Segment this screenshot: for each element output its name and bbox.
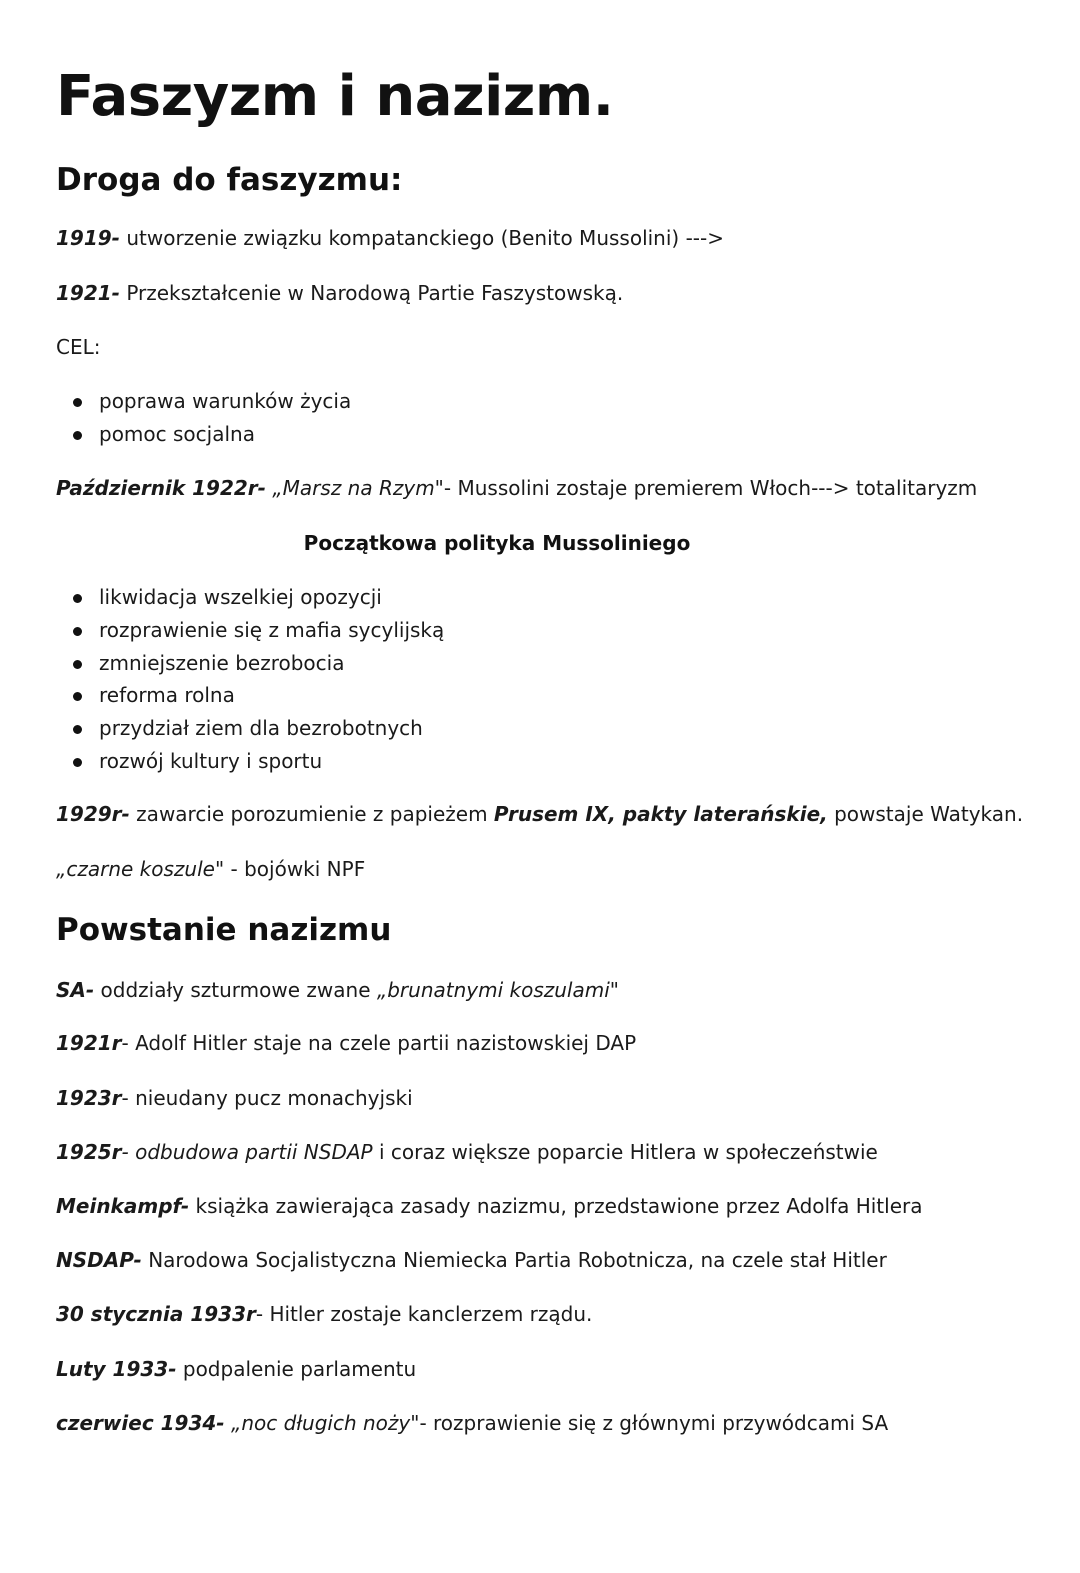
line-1934: [56, 1409, 888, 1437]
italic-black-shirts: „czarne koszule": [56, 857, 225, 881]
line-1922: [56, 474, 977, 502]
date-1934: czerwiec 1934-: [56, 1411, 225, 1435]
line-1933-january: [56, 1300, 592, 1328]
date-1922: Październik 1922r-: [56, 476, 266, 500]
text-meinkampf: książka zawierająca zasady nazizmu, przedstawione przez Adolfa Hitlera: [189, 1194, 923, 1218]
line-1929: [56, 800, 1023, 828]
term-meinkampf: Meinkampf-: [56, 1194, 190, 1218]
text-black-shirts: - bojówki NPF: [224, 857, 366, 881]
text-1921: Przekształcenie w Narodową Partie Faszystowską.: [119, 281, 624, 305]
date-1929: 1929r-: [56, 802, 130, 826]
bold-1929: Prusem IX, pakty laterańskie,: [493, 802, 828, 826]
list-item: pomoc socjalna: [56, 418, 351, 451]
bullet-icon: [73, 660, 82, 669]
text-1933-february: podpalenie parlamentu: [176, 1357, 417, 1381]
date-1921r: 1921r: [56, 1031, 122, 1055]
section-heading-nazism: Powstanie nazizmu: [56, 912, 392, 948]
bullet-icon: [73, 758, 82, 767]
line-1919: [56, 224, 724, 252]
policy-heading: Początkowa polityka Mussoliniego: [303, 531, 691, 555]
text-1933-january: - Hitler zostaje kanclerzem rządu.: [255, 1302, 593, 1326]
bullet-icon: [73, 692, 82, 701]
text-1919: utworzenie związku kompatanckiego (Benito Mussolini) --->: [119, 226, 724, 250]
line-1921r: [56, 1029, 636, 1057]
italic-sa: „brunatnymi koszulami": [376, 978, 619, 1002]
bullet-icon: [73, 431, 82, 440]
cel-label: CEL:: [56, 335, 101, 359]
date-1933-january: 30 stycznia 1933r: [56, 1302, 256, 1326]
line-1933-february: [56, 1355, 416, 1383]
date-1933-february: Luty 1933-: [56, 1357, 177, 1381]
list-item: likwidacja wszelkiej opozycji: [56, 581, 444, 614]
text-1925r: i coraz większe poparcie Hitlera w społeczeństwie: [372, 1140, 878, 1164]
bullet-icon: [73, 398, 82, 407]
text-sa: oddziały szturmowe zwane: [94, 978, 377, 1002]
line-1925r: [56, 1138, 878, 1166]
date-1925r: 1925r: [56, 1140, 122, 1164]
term-nsdap: NSDAP-: [56, 1248, 142, 1272]
line-meinkampf: [56, 1192, 922, 1220]
text-nsdap: Narodowa Socjalistyczna Niemiecka Partia Robotnicza, na czele stał Hitler: [141, 1248, 887, 1272]
italic-1922: „Marsz na Rzym": [265, 476, 444, 500]
italic-1934: „noc długich noży": [224, 1411, 420, 1435]
line-sa: [56, 976, 619, 1004]
policy-list: [56, 581, 444, 778]
bullet-icon: [73, 725, 82, 734]
list-item: zmniejszenie bezrobocia: [56, 647, 444, 680]
list-item: reforma rolna: [56, 679, 444, 712]
line-black-shirts: [56, 855, 365, 883]
list-item: rozprawienie się z mafia sycylijską: [56, 614, 444, 647]
line-1923r: [56, 1084, 413, 1112]
bullet-icon: [73, 594, 82, 603]
section-heading-fascism: Droga do faszyzmu:: [56, 162, 403, 198]
text-1929-b: powstaje Watykan.: [827, 802, 1024, 826]
line-nsdap: [56, 1246, 887, 1274]
list-item: przydział ziem dla bezrobotnych: [56, 712, 444, 745]
text-1923r: - nieudany pucz monachyjski: [121, 1086, 413, 1110]
list-item: rozwój kultury i sportu: [56, 745, 444, 778]
page-title: Faszyzm i nazizm.: [56, 64, 614, 129]
text-1934: - rozprawienie się z głównymi przywódcami SA: [419, 1411, 889, 1435]
date-1921: 1921-: [56, 281, 120, 305]
date-1923r: 1923r: [56, 1086, 122, 1110]
text-1929-a: zawarcie porozumienie z papieżem: [129, 802, 494, 826]
cel-list: [56, 385, 351, 451]
text-1921r: - Adolf Hitler staje na czele partii nazistowskiej DAP: [121, 1031, 637, 1055]
italic-1925r: - odbudowa partii NSDAP: [121, 1140, 373, 1164]
date-sa: SA-: [56, 978, 95, 1002]
text-1922: - Mussolini zostaje premierem Włoch---> totalitaryzm: [443, 476, 978, 500]
date-1919: 1919-: [56, 226, 120, 250]
bullet-icon: [73, 627, 82, 636]
list-item: poprawa warunków życia: [56, 385, 351, 418]
line-1921: [56, 279, 623, 307]
